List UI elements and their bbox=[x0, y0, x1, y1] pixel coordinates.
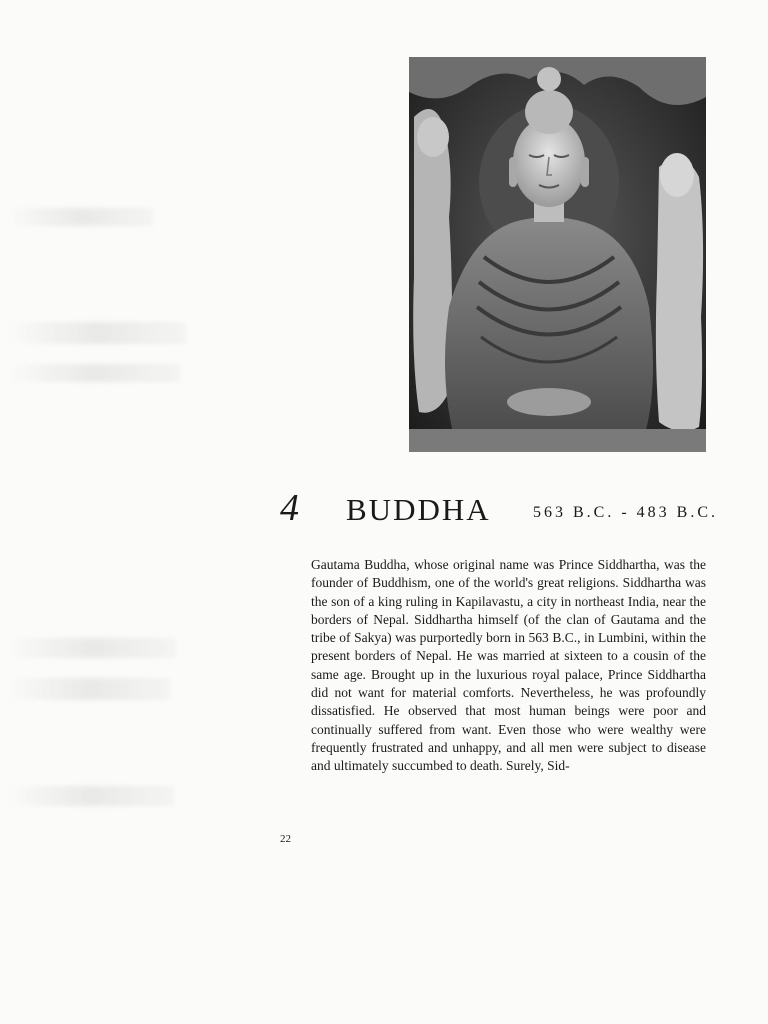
bleed-through-mark bbox=[8, 786, 174, 806]
buddha-statue-photo-icon bbox=[409, 57, 706, 452]
chapter-heading bbox=[280, 484, 720, 534]
chapter-title: BUDDHA bbox=[346, 492, 491, 527]
body-paragraph: Gautama Buddha, whose original name was Prince Siddhartha, was the founder of Buddhism, one of the world's great religions. Siddhartha was the son of a king ruling in Kapilavastu, a city in northeast India, near the borders of Nepal. Siddhartha himself (of the clan of Gautama and the tribe of Sakya) was purportedly born in 563 B.C., in Lumbini, within the present borders of Nepal. He was married at sixteen to a cousin of the same age. Brought up in the luxurious royal palace, Prince Siddhartha did not want for material comforts. Nevertheless, he was profoundly dissatisfied. He observed that most human beings were poor and continually suffered from want. Even those who were wealthy were frequently frustrated and unhappy, and all men were subject to disease and ultimately succumbed to death. Surely, Sid- bbox=[311, 557, 706, 774]
bleed-through-mark bbox=[8, 364, 180, 382]
bleed-through-mark bbox=[8, 208, 153, 226]
chapter-dates: 563 B.C. - 483 B.C. bbox=[533, 504, 719, 521]
bleed-through-mark bbox=[8, 322, 186, 344]
bleed-through-mark bbox=[8, 638, 176, 658]
bleed-through-mark bbox=[8, 678, 170, 700]
chapter-number: 4 bbox=[280, 487, 299, 529]
page-number: 22 bbox=[280, 833, 291, 845]
